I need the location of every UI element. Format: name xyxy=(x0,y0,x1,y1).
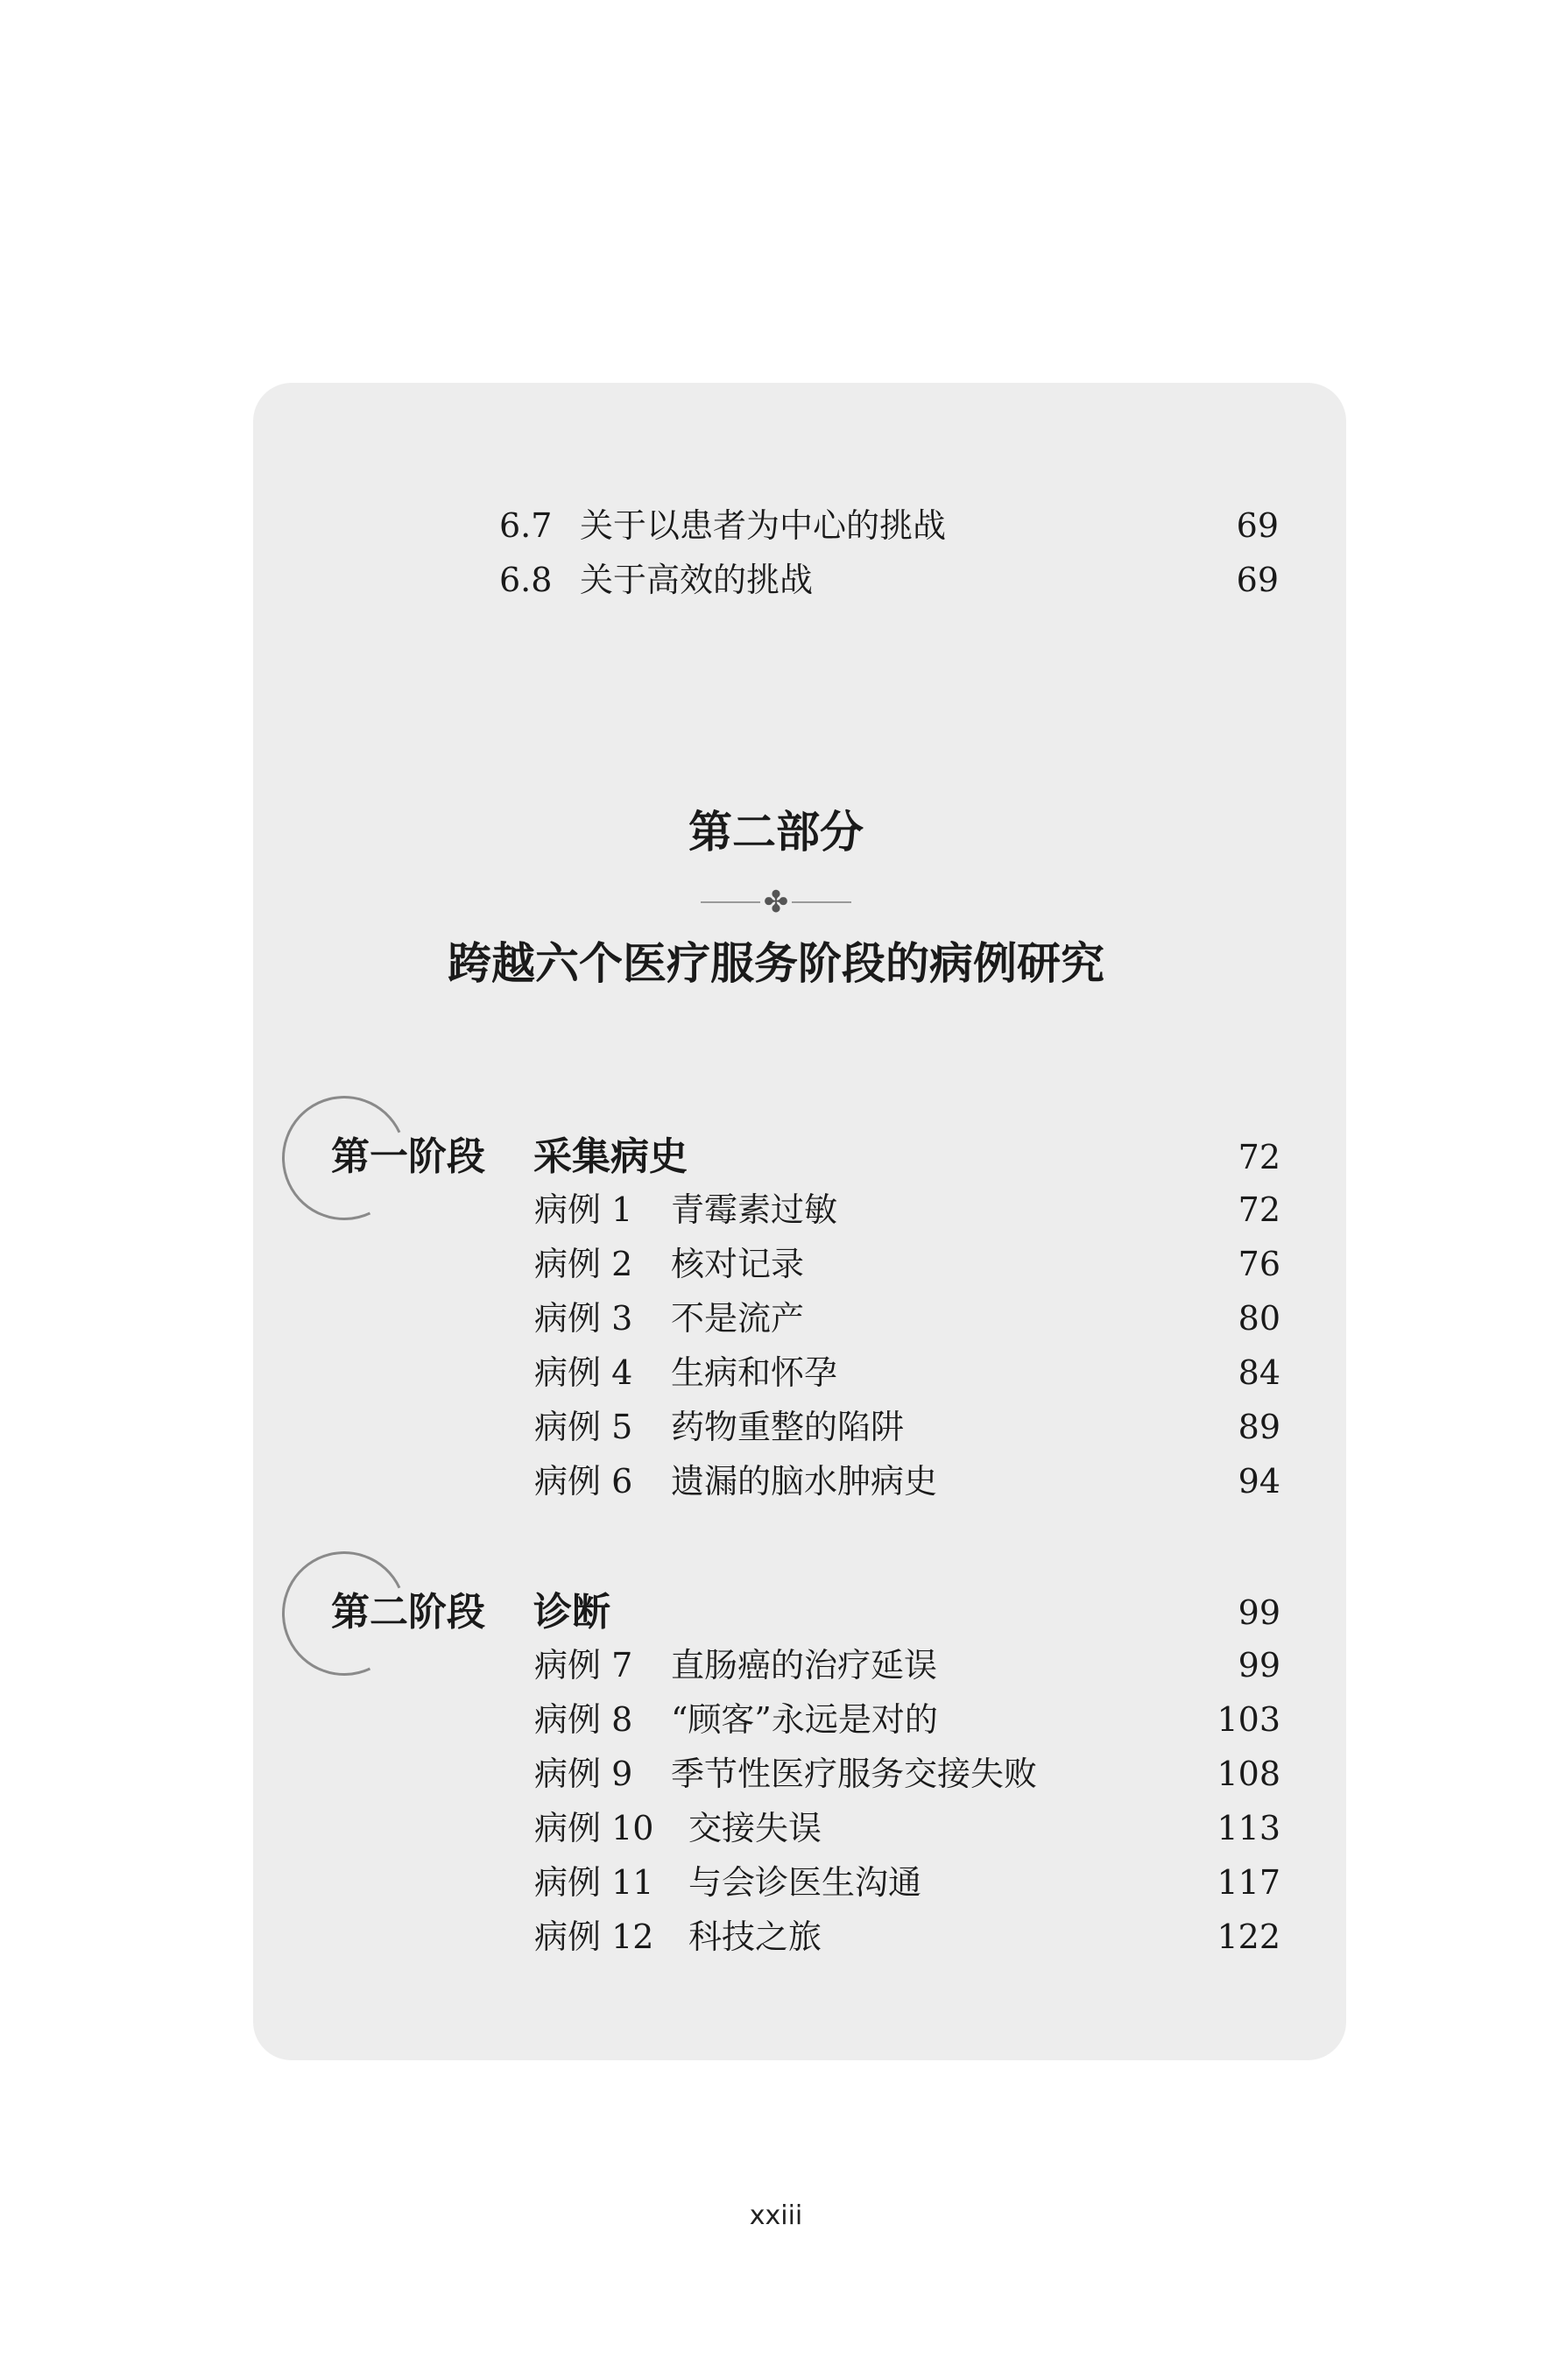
page-number: 76 xyxy=(1238,1245,1280,1283)
toc-entry[interactable] xyxy=(499,555,1279,604)
case-title: 生病和怀孕 xyxy=(671,1353,838,1392)
case-title: 青霉素过敏 xyxy=(671,1190,838,1229)
case-number: 病例 12 xyxy=(534,1917,654,1956)
page-number: 69 xyxy=(1236,561,1279,599)
page-number: 72 xyxy=(1238,1138,1280,1176)
case-title: 直肠癌的治疗延误 xyxy=(671,1646,938,1684)
section-title: 关于以患者为中心的挑战 xyxy=(580,506,947,545)
case-number: 病例 2 xyxy=(534,1245,633,1283)
stage-name: 诊断 xyxy=(533,1590,610,1635)
fleuron-icon: ✤ xyxy=(763,885,789,920)
divider-line-left xyxy=(701,901,760,903)
case-number: 病例 7 xyxy=(534,1646,633,1684)
stage-heading[interactable] xyxy=(282,1585,1280,1641)
section-number: 6.8 xyxy=(499,561,553,599)
case-title: 不是流产 xyxy=(671,1299,805,1338)
page-number: 103 xyxy=(1217,1700,1280,1739)
case-title: 药物重整的陷阱 xyxy=(671,1408,905,1446)
case-number: 病例 11 xyxy=(534,1863,654,1902)
case-entry[interactable] xyxy=(534,1402,1280,1451)
case-entry[interactable] xyxy=(534,1185,1280,1234)
case-number: 病例 10 xyxy=(534,1809,654,1847)
case-title: 遗漏的脑水肿病史 xyxy=(671,1462,938,1501)
case-number: 病例 3 xyxy=(534,1299,633,1338)
case-entry[interactable] xyxy=(534,1239,1280,1289)
page-number: 122 xyxy=(1217,1917,1280,1956)
case-entry[interactable] xyxy=(534,1457,1280,1506)
case-number: 病例 8 xyxy=(534,1700,633,1739)
case-title: 核对记录 xyxy=(671,1245,805,1283)
section-title: 关于高效的挑战 xyxy=(580,561,814,599)
stage-label: 第二阶段 xyxy=(331,1590,485,1635)
page-number: 69 xyxy=(1236,506,1279,545)
page-number: 108 xyxy=(1217,1755,1280,1793)
toc-entry[interactable] xyxy=(499,501,1279,550)
stage-name: 采集病史 xyxy=(533,1134,688,1179)
page-number: 113 xyxy=(1217,1809,1280,1847)
case-title: 与会诊医生沟通 xyxy=(688,1863,922,1902)
case-entry[interactable] xyxy=(534,1858,1280,1907)
case-number: 病例 9 xyxy=(534,1755,633,1793)
case-entry[interactable] xyxy=(534,1695,1280,1744)
divider-line-right xyxy=(792,901,851,903)
case-entry[interactable] xyxy=(534,1348,1280,1397)
page-number: 80 xyxy=(1238,1299,1280,1338)
folio-page-number: xxiii xyxy=(749,2200,803,2231)
page-number: 89 xyxy=(1238,1408,1280,1446)
part-label: 第二部分 xyxy=(688,806,864,858)
case-number: 病例 6 xyxy=(534,1462,633,1501)
case-title: 季节性医疗服务交接失败 xyxy=(671,1755,1038,1793)
case-entry[interactable] xyxy=(534,1641,1280,1690)
case-title: 科技之旅 xyxy=(688,1917,822,1956)
case-title: “顾客”永远是对的 xyxy=(671,1700,938,1739)
page-number: 99 xyxy=(1238,1646,1280,1684)
section-number: 6.7 xyxy=(499,506,553,545)
case-entry[interactable] xyxy=(534,1749,1280,1798)
case-entry[interactable] xyxy=(534,1294,1280,1343)
case-entry[interactable] xyxy=(534,1912,1280,1961)
case-title: 交接失误 xyxy=(688,1809,822,1847)
case-number: 病例 1 xyxy=(534,1190,633,1229)
page-number: 94 xyxy=(1238,1462,1280,1501)
stage-heading[interactable] xyxy=(282,1129,1280,1185)
page-number: 99 xyxy=(1238,1593,1280,1632)
stage-label: 第一阶段 xyxy=(331,1134,485,1179)
case-entry[interactable] xyxy=(534,1804,1280,1853)
page-number: 117 xyxy=(1217,1863,1280,1902)
part-title: 跨越六个医疗服务阶段的病例研究 xyxy=(448,937,1104,989)
part-divider xyxy=(701,883,851,922)
page-number: 84 xyxy=(1238,1353,1280,1392)
case-number: 病例 4 xyxy=(534,1353,633,1392)
case-number: 病例 5 xyxy=(534,1408,633,1446)
page-number: 72 xyxy=(1238,1190,1280,1229)
